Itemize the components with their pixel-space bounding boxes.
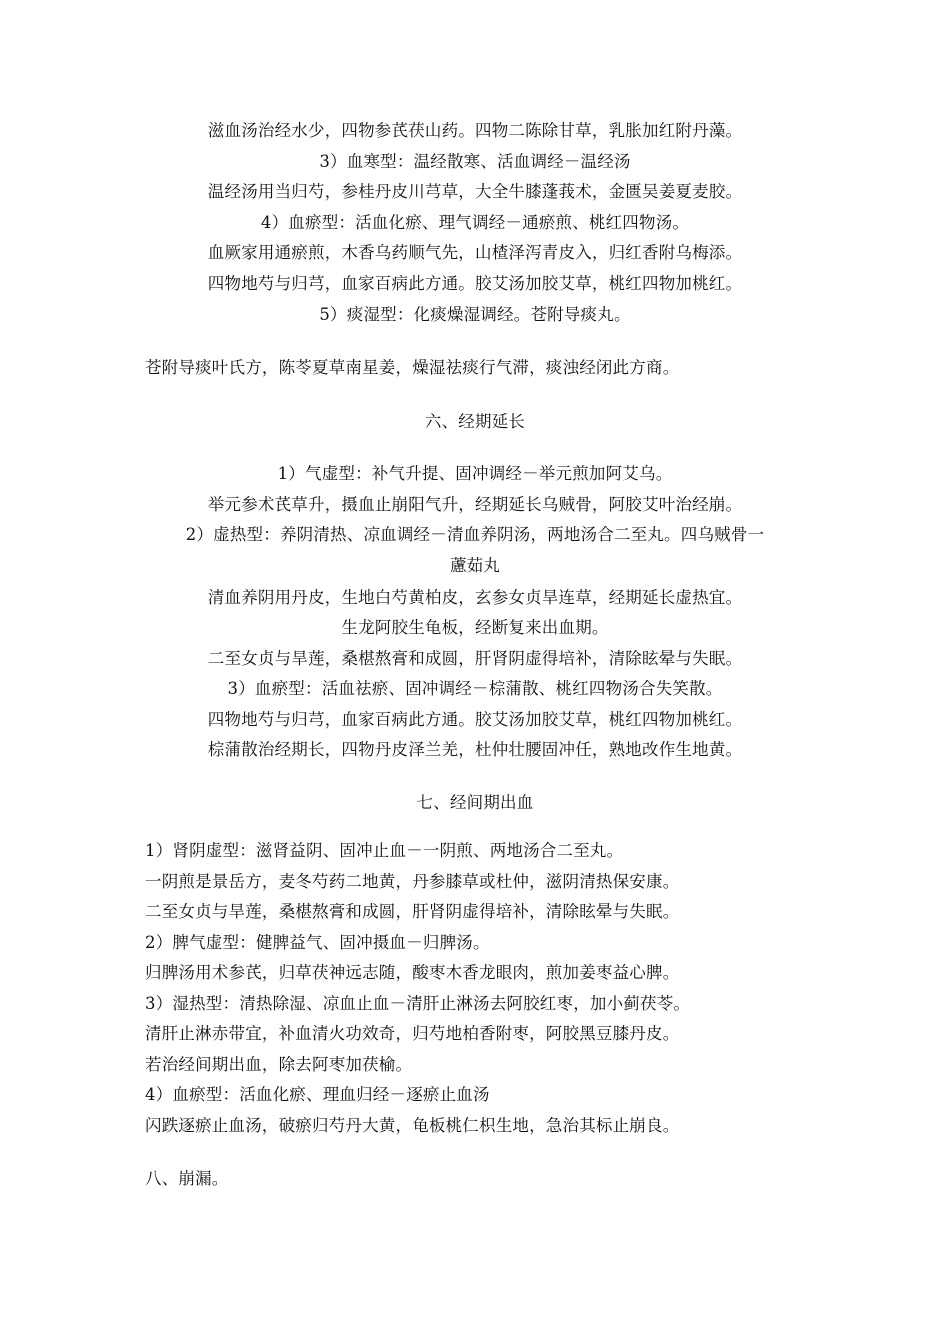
text-line: 1）气虚型：补气升提、固冲调经－举元煎加阿艾乌。 [277, 464, 673, 483]
text-line: 清肝止淋赤带宜，补血清火功效奇，归芍地柏香附枣，阿胶黑豆膝丹皮。 [145, 1024, 680, 1043]
text-line: 5）痰湿型：化痰燥湿调经。苍附导痰丸。 [319, 305, 631, 324]
text-line: 3）血瘀型：活血祛瘀、固冲调经－棕蒲散、桃红四物汤合失笑散。 [227, 679, 723, 698]
section-heading: 七、经间期出血 [416, 793, 534, 812]
text-line: 闪跌逐瘀止血汤，破瘀归芍丹大黄，龟板桃仁枳生地，急治其标止崩良。 [145, 1116, 680, 1135]
text-line: 四物地芍与归芎，血家百病此方通。胶艾汤加胶艾草，桃红四物加桃红。 [207, 274, 743, 293]
text-line: 棕蒲散治经期长，四物丹皮泽兰羌，杜仲壮腰固冲任，熟地改作生地黄。 [207, 740, 743, 759]
text-line: 二至女贞与旱莲，桑椹熬膏和成圆，肝肾阴虚得培补，清除眩晕与失眠。 [207, 649, 743, 668]
text-line: 四物地芍与归芎，血家百病此方通。胶艾汤加胶艾草，桃红四物加桃红。 [207, 710, 743, 729]
text-line: 4）血瘀型：活血化瘀、理气调经－通瘀煎、桃红四物汤。 [260, 213, 690, 232]
text-line: 苍附导痰叶氏方，陈苓夏草南星姜，燥湿祛痰行气滞，痰浊经闭此方商。 [145, 358, 680, 377]
text-line: 2）脾气虚型：健脾益气、固冲摄血－归脾汤。 [145, 933, 490, 952]
text-line: 二至女贞与旱莲，桑椹熬膏和成圆，肝肾阴虚得培补，清除眩晕与失眠。 [145, 902, 680, 921]
text-line: 一阴煎是景岳方，麦冬芍药二地黄，丹参膝草或杜仲，滋阴清热保安康。 [145, 872, 680, 891]
text-line: 归脾汤用术参芪，归草茯神远志随，酸枣木香龙眼肉，煎加姜枣益心脾。 [145, 963, 680, 982]
section-heading: 八、崩漏。 [145, 1169, 229, 1188]
text-line: 温经汤用当归芍，参桂丹皮川芎草，大全牛膝蓬莪术，金匮吴姜夏麦胶。 [207, 182, 743, 201]
text-line: 血厥家用通瘀煎，木香乌药顺气先，山楂泽泻青皮入，归红香附乌梅添。 [207, 243, 743, 262]
text-line: 藘茹丸 [449, 556, 501, 575]
text-line: 2）虚热型：养阴清热、凉血调经－清血养阴汤，两地汤合二至丸。四乌贼骨一 [185, 525, 765, 544]
text-line: 若治经间期出血，除去阿枣加茯榆。 [145, 1055, 413, 1074]
text-line: 清血养阴用丹皮，生地白芍黄柏皮，玄参女贞旱连草，经期延长虚热宜。 [207, 588, 743, 607]
text-line: 4）血瘀型：活血化瘀、理血归经－逐瘀止血汤 [145, 1085, 490, 1104]
text-line: 生龙阿胶生龟板，经断复来出血期。 [341, 618, 609, 637]
text-line: 3）湿热型：清热除湿、凉血止血－清肝止淋汤去阿胶红枣，加小蓟茯苓。 [145, 994, 691, 1013]
text-line: 3）血寒型：温经散寒、活血调经－温经汤 [319, 152, 631, 171]
text-line: 滋血汤治经水少，四物参芪茯山药。四物二陈除甘草，乳胀加红附丹藻。 [207, 121, 743, 140]
section-heading: 六、经期延长 [424, 412, 526, 431]
text-line: 1）肾阴虚型：滋肾益阴、固冲止血－一阴煎、两地汤合二至丸。 [145, 841, 624, 860]
text-line: 举元参术芪草升，摄血止崩阳气升，经期延长乌贼骨，阿胶艾叶治经崩。 [207, 495, 743, 514]
